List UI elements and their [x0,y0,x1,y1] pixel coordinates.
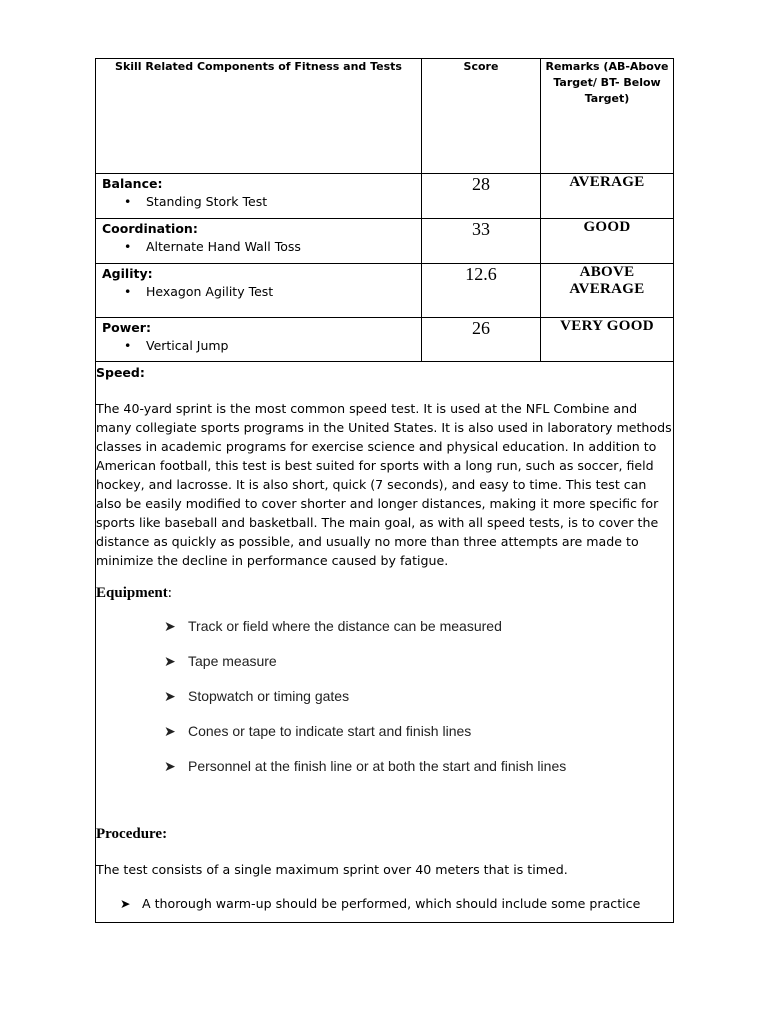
component-cell [96,219,422,264]
speed-paragraph: The 40-yard sprint is the most common speed test. It is used at the NFL Combine and many collegiate sports programs in the United States. It is also used in laboratory methods classes in academic programs for exercise science and physical education. In addition to American football, this test is best suited for sports with a long run, such as soccer, field hockey, and lacrosse. It is also short, quick (7 seconds), and easy to time. This test can also be easily modified to cover shorter and longer distances, making it more specific for sports like baseball and basketball. The main goal, as with all speed tests, is to cover the distance as quickly as possible, and usually no more than three attempts are made to minimize the decline in performance caused by fatigue. [96,401,672,568]
score-cell: 26 [422,318,541,362]
list-item [164,618,673,653]
equipment-heading [96,585,673,602]
category-label: Agility: [102,266,153,281]
list-item [164,688,673,723]
test-item [96,191,421,209]
arrow-bullet-icon: ➤ [164,618,176,634]
remark-cell: ABOVE AVERAGE [541,264,674,318]
component-cell [96,318,422,362]
bullet-icon: • [124,284,132,299]
table-row [96,264,674,318]
test-name: Vertical Jump [146,338,229,353]
table-header-row [96,59,674,174]
header-components: Skill Related Components of Fitness and Tests [96,59,422,174]
arrow-bullet-icon: ➤ [164,688,176,704]
table-row [96,174,674,219]
category-label: Balance: [102,176,163,191]
speed-cell [96,362,674,923]
arrow-bullet-icon: ➤ [164,723,176,739]
procedure-heading: Procedure: [96,826,168,842]
equipment-item: Tape measure [188,653,277,669]
test-name: Hexagon Agility Test [146,284,274,299]
component-cell [96,174,422,219]
remark-cell: AVERAGE [541,174,674,219]
equipment-heading-colon: : [167,585,172,601]
procedure-step-text: A thorough warm-up should be performed, which should include some practice [142,896,641,911]
equipment-item: Cones or tape to indicate start and finish lines [188,723,472,739]
fitness-table [95,58,674,923]
test-item [96,335,421,353]
equipment-item: Personnel at the finish line or at both the start and finish lines [188,758,567,774]
category-label: Power: [102,320,151,335]
remark-cell: GOOD [541,219,674,264]
score-cell: 12.6 [422,264,541,318]
list-item [164,758,673,793]
test-item [96,281,421,299]
table-row [96,219,674,264]
procedure-intro: The test consists of a single maximum sprint over 40 meters that is timed. [96,862,568,877]
equipment-item: Track or field where the distance can be measured [188,618,502,634]
arrow-bullet-icon: ➤ [120,897,131,911]
speed-heading: Speed: [96,365,145,380]
procedure-step [96,896,673,911]
equipment-item: Stopwatch or timing gates [188,688,350,704]
bullet-icon: • [124,239,132,254]
bullet-icon: • [124,338,132,353]
test-name: Standing Stork Test [146,194,268,209]
equipment-list [96,618,673,793]
bullet-icon: • [124,194,132,209]
test-name: Alternate Hand Wall Toss [146,239,301,254]
remark-cell: VERY GOOD [541,318,674,362]
score-cell: 28 [422,174,541,219]
category-label: Coordination: [102,221,198,236]
speed-row [96,362,674,923]
component-cell [96,264,422,318]
score-cell: 33 [422,219,541,264]
table-row [96,318,674,362]
list-item [164,653,673,688]
equipment-heading-text: Equipment [96,585,168,601]
test-item [96,236,421,254]
list-item [164,723,673,758]
header-remarks: Remarks (AB-Above Target/ BT- Below Target) [541,59,674,174]
arrow-bullet-icon: ➤ [164,653,176,669]
arrow-bullet-icon: ➤ [164,758,176,774]
header-score: Score [422,59,541,174]
